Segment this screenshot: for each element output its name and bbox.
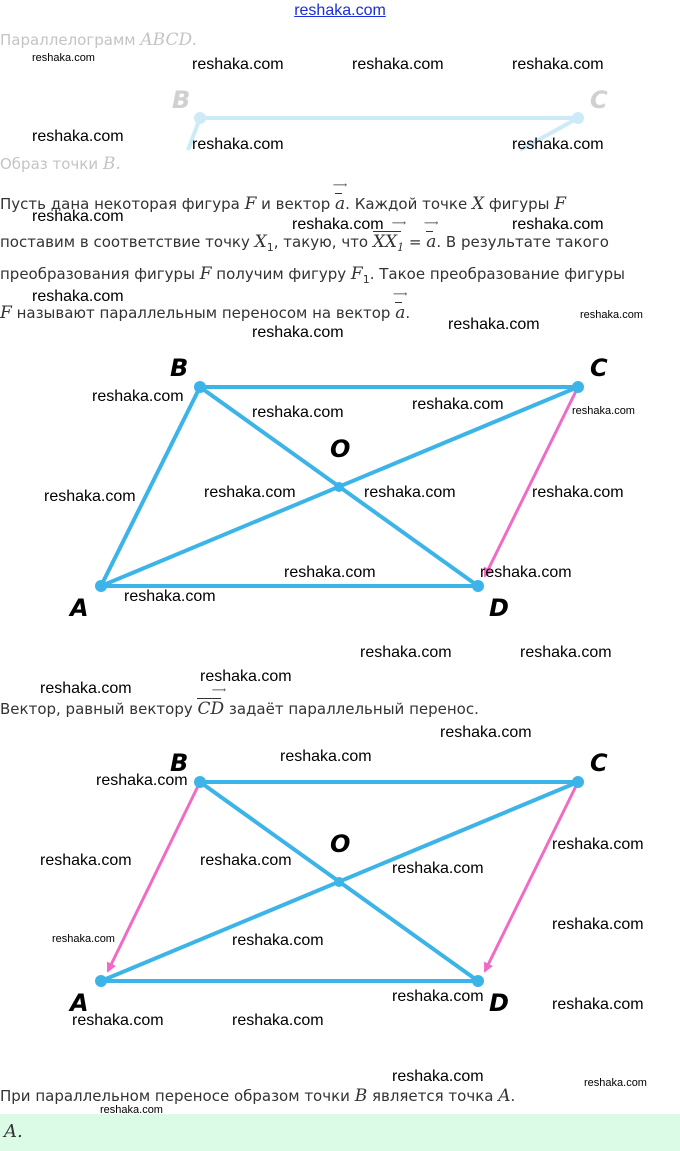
watermark: reshaka.com [552, 916, 644, 933]
watermark: reshaka.com [520, 644, 612, 661]
point2-c [572, 776, 584, 788]
faded-label-b: B [172, 86, 191, 114]
watermark: reshaka.com [92, 388, 184, 405]
p1-text-d: фигуры [484, 195, 555, 213]
label-d: D [489, 594, 509, 622]
watermark: reshaka.com [292, 216, 384, 233]
watermark: reshaka.com [252, 404, 344, 421]
conclusion-text-c: . [510, 1087, 516, 1105]
p3-text-b: получим фигуру [211, 265, 351, 283]
faded-heading-text: Параллелограмм [0, 31, 141, 49]
watermark: reshaka.com [392, 860, 484, 877]
vector-ba-arrow [108, 782, 200, 971]
point-b [194, 381, 206, 393]
watermark: reshaka.com [40, 680, 132, 697]
watermark: reshaka.com [32, 288, 124, 305]
watermark: reshaka.com [572, 405, 635, 417]
p1-F2: F [554, 194, 567, 214]
watermark: reshaka.com [360, 644, 452, 661]
p2-vector-a: a ⟶ [426, 227, 436, 252]
caption2-text-b: задаёт параллельный перенос. [224, 700, 479, 718]
watermark: reshaka.com [96, 772, 188, 789]
conclusion [0, 1086, 515, 1106]
label-b: B [170, 354, 189, 382]
watermark: reshaka.com [512, 56, 604, 73]
p2-sub-1: 1 [266, 241, 274, 254]
paragraph-line-3 [0, 264, 625, 286]
point-o [334, 482, 344, 492]
conclusion-text-b: является точка [367, 1087, 499, 1105]
watermark: reshaka.com [352, 56, 444, 73]
caption2-text-a: Вектор, равный вектору [0, 700, 198, 718]
p2-X: X [254, 232, 267, 252]
label2-c: C [590, 749, 608, 777]
watermark: reshaka.com [44, 488, 136, 505]
watermark: reshaka.com [72, 1012, 164, 1029]
vector-cd-arrow [485, 387, 578, 576]
watermark: reshaka.com [232, 1012, 324, 1029]
watermark: reshaka.com [52, 933, 115, 945]
label-c: C [590, 354, 608, 382]
watermark: reshaka.com [192, 136, 284, 153]
p1-text-b: и вектор [256, 195, 336, 213]
label2-a: A [70, 989, 89, 1017]
watermark: reshaka.com [392, 988, 484, 1005]
answer-box [0, 1114, 680, 1151]
p4-text-b: . [405, 304, 411, 322]
p2-XX: XX [372, 232, 398, 252]
watermark: reshaka.com [584, 1077, 647, 1089]
p2-eq: = [404, 233, 427, 251]
p2-text-a: поставим в соответствие точку [0, 233, 255, 251]
watermark: reshaka.com [100, 1104, 163, 1116]
p3-F: F [199, 264, 212, 284]
p4-vector-a: a ⟶ [395, 298, 405, 323]
faded-caption-math: B. [102, 154, 121, 174]
watermark: reshaka.com [440, 724, 532, 741]
label2-d: D [489, 989, 509, 1017]
watermark: reshaka.com [512, 136, 604, 153]
p3-text-c: . Такое преобразование фигуры [369, 265, 625, 283]
conclusion-text-a: При параллельном переносе образом точки [0, 1087, 355, 1105]
watermark: reshaka.com [580, 309, 643, 321]
point2-d [472, 975, 484, 987]
point2-b [194, 776, 206, 788]
p3-F1: F [350, 264, 363, 284]
watermark: reshaka.com [32, 208, 124, 225]
watermark: reshaka.com [192, 56, 284, 73]
faded-point-c [572, 112, 584, 124]
watermark: reshaka.com [532, 484, 624, 501]
p3-sub-1: 1 [362, 273, 370, 286]
segment-ab [101, 387, 200, 586]
faded-heading [0, 30, 197, 50]
point-c [572, 381, 584, 393]
watermark: reshaka.com [200, 668, 292, 685]
watermark: reshaka.com [40, 852, 132, 869]
p1-F: F [244, 194, 257, 214]
conclusion-B: B [354, 1086, 368, 1106]
faded-label-c: C [590, 86, 608, 114]
p1-X: X [471, 194, 485, 214]
p4-F: F [0, 303, 12, 323]
label2-o: O [330, 830, 351, 858]
point2-a [95, 975, 107, 987]
watermark: reshaka.com [512, 216, 604, 233]
conclusion-A: A [498, 1086, 511, 1106]
p2-XX-sub: 1 [397, 241, 405, 254]
watermark: reshaka.com [364, 484, 456, 501]
watermark: reshaka.com [232, 932, 324, 949]
faded-point-b [194, 112, 206, 124]
watermark: reshaka.com [448, 316, 540, 333]
p4-text-a: называют параллельным переносом на вектор [11, 304, 396, 322]
watermark: reshaka.com [204, 484, 296, 501]
watermark: reshaka.com [32, 128, 124, 145]
p2-text-b: , такую, что [273, 233, 373, 251]
p1-vector-a: a ⟶ [335, 189, 345, 214]
caption2-vector-cd: CD ⟶ [197, 694, 224, 719]
point2-o [334, 877, 344, 887]
faded-caption [0, 154, 121, 174]
watermark: reshaka.com [252, 324, 344, 341]
watermark: reshaka.com [480, 564, 572, 581]
answer-text: A. [4, 1121, 23, 1142]
p1-text-c: . Каждой точке [345, 195, 472, 213]
label-a: A [70, 594, 89, 622]
label2-b: B [170, 749, 189, 777]
vector2-cd-arrow [485, 782, 578, 971]
site-link[interactable]: reshaka.com [294, 2, 386, 19]
watermark: reshaka.com [280, 748, 372, 765]
point-a [95, 580, 107, 592]
watermark: reshaka.com [284, 564, 376, 581]
watermark: reshaka.com [552, 836, 644, 853]
label-o: O [330, 435, 351, 463]
watermark: reshaka.com [124, 588, 216, 605]
p2-text-c: . В результате такого [436, 233, 609, 251]
faded-caption-text: Образ точки [0, 155, 103, 173]
watermark: reshaka.com [32, 52, 95, 64]
watermark: reshaka.com [200, 852, 292, 869]
watermark: reshaka.com [392, 1068, 484, 1085]
p3-text-a: преобразования фигуры [0, 265, 200, 283]
watermark: reshaka.com [412, 396, 504, 413]
p1-text-a: Пусть дана некоторая фигура [0, 195, 245, 213]
faded-heading-math: ABCD. [140, 30, 197, 50]
watermark: reshaka.com [552, 996, 644, 1013]
